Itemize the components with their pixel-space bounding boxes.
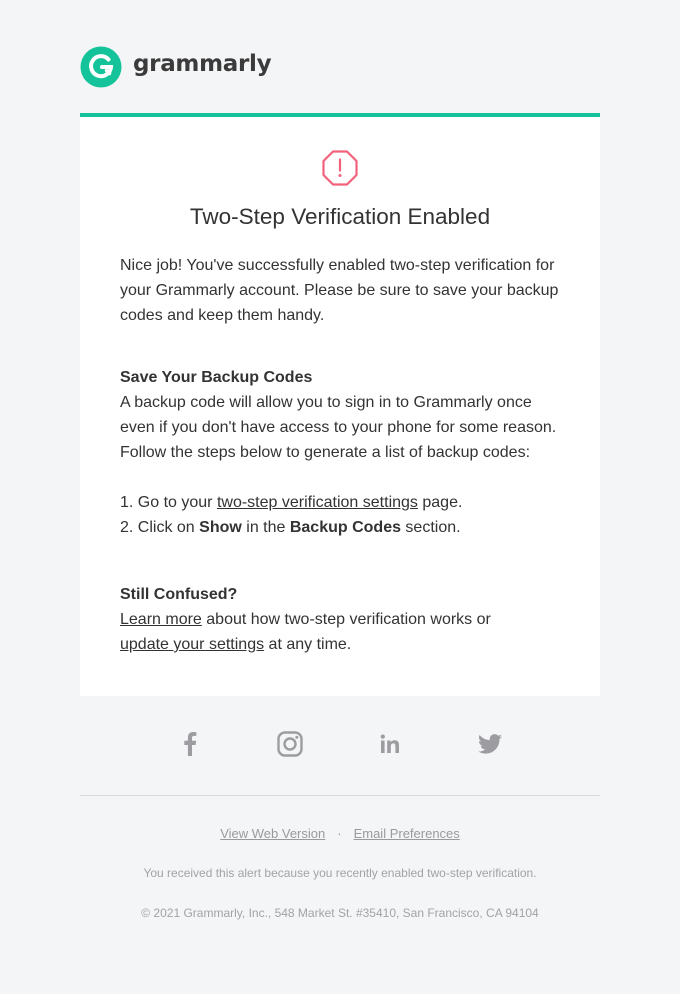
instagram-icon[interactable] bbox=[276, 730, 304, 758]
twitter-icon[interactable] bbox=[476, 730, 504, 758]
confused-text bbox=[120, 607, 565, 657]
step-2 bbox=[120, 515, 565, 540]
step-2-prefix: 2. Click on bbox=[120, 519, 200, 536]
linkedin-icon[interactable] bbox=[376, 730, 404, 758]
page-title: Two-Step Verification Enabled bbox=[189, 204, 491, 229]
confused-heading-label: Still Confused? bbox=[120, 586, 238, 603]
footer-divider bbox=[80, 795, 600, 796]
alert-reason-text: You received this alert because you recently enabled two-step verification. bbox=[143, 866, 537, 880]
step-1-prefix: 1. Go to your bbox=[120, 494, 217, 511]
email-preferences-link[interactable]: Email Preferences bbox=[353, 826, 460, 841]
intro-text: Nice job! You've successfully enabled two-step verification for your Grammarly account. Please be sure to save your backup codes and keep them handy. bbox=[120, 257, 559, 324]
step-1 bbox=[120, 490, 565, 515]
footer-separator: · bbox=[337, 826, 342, 841]
backup-codes-label: Backup Codes bbox=[289, 519, 401, 536]
update-settings-link[interactable]: update your settings bbox=[120, 636, 265, 653]
footer-links bbox=[0, 826, 680, 841]
alert-card bbox=[80, 113, 600, 696]
view-web-version-link[interactable]: View Web Version bbox=[220, 826, 326, 841]
confused-middle: about how two-step verification works or bbox=[201, 611, 491, 628]
step-2-suffix: section. bbox=[400, 519, 461, 536]
brand-wordmark: grammarly bbox=[133, 51, 272, 77]
alert-octagon-icon bbox=[322, 150, 358, 186]
backup-body: A backup code will allow you to sign in to Grammarly once even if you don't have access to your phone for some reason. Follow the steps below to generate a list of backup codes: bbox=[120, 394, 557, 461]
social-links bbox=[0, 730, 680, 758]
show-label: Show bbox=[199, 519, 242, 536]
company-address: © 2021 Grammarly, Inc., 548 Market St. #35410, San Francisco, CA 94104 bbox=[141, 906, 539, 920]
confused-suffix: at any time. bbox=[264, 636, 352, 653]
grammarly-logo[interactable] bbox=[80, 46, 271, 88]
two-step-settings-link[interactable]: two-step verification settings bbox=[216, 494, 418, 511]
backup-heading bbox=[120, 365, 565, 390]
grammarly-g-icon bbox=[80, 46, 122, 88]
step-1-suffix: page. bbox=[417, 494, 463, 511]
learn-more-link[interactable]: Learn more bbox=[120, 611, 202, 628]
backup-heading-label: Save Your Backup Codes bbox=[120, 369, 313, 386]
facebook-icon[interactable] bbox=[176, 730, 204, 758]
confused-heading bbox=[120, 582, 565, 607]
step-2-middle: in the bbox=[241, 519, 290, 536]
